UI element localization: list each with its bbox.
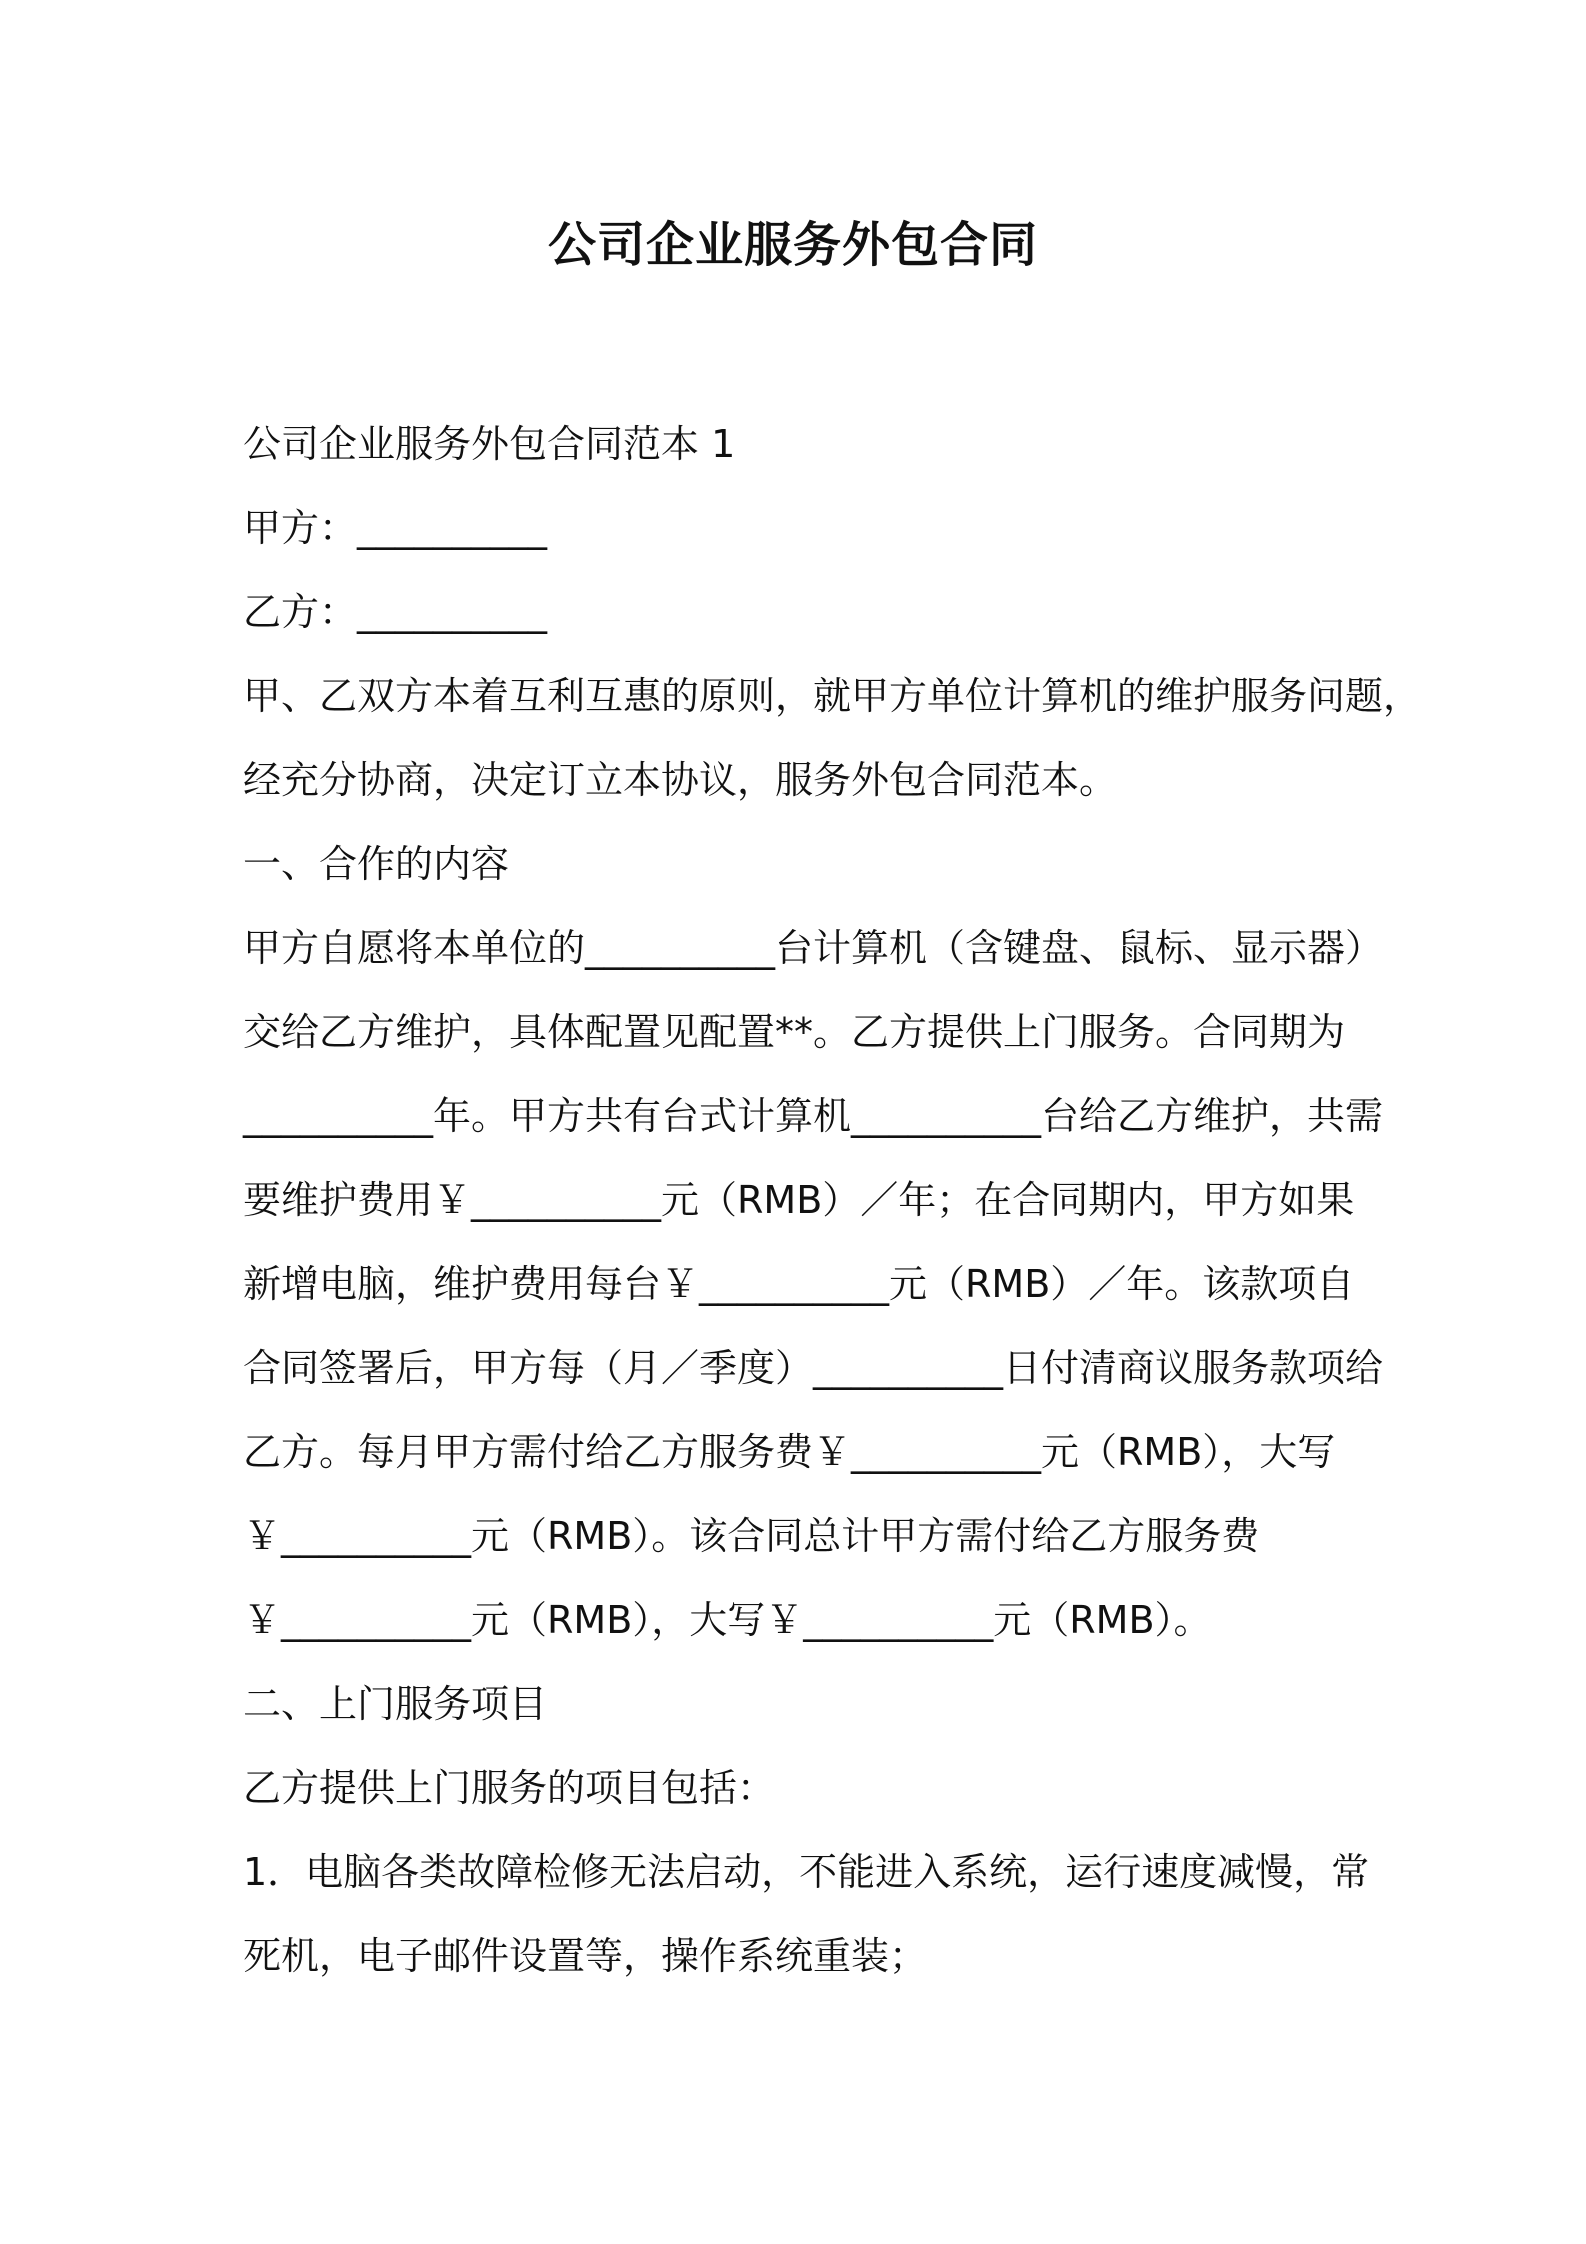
paragraph-line: 合同签署后，甲方每（月／季度）__________日付清商议服务款项给 <box>243 1346 1384 1390</box>
section-heading: 二、上门服务项目 <box>243 1682 548 1726</box>
paragraph-line: ￥__________元（RMB），大写￥__________元（RMB）。 <box>243 1598 1212 1642</box>
section-heading: 一、合作的内容 <box>243 842 510 886</box>
paragraph-line: __________年。甲方共有台式计算机__________台给乙方维护，共需 <box>243 1094 1384 1138</box>
paragraph-line: 乙方提供上门服务的项目包括： <box>243 1766 776 1810</box>
paragraph-line: 乙方。每月甲方需付给乙方服务费￥__________元（RMB），大写 <box>243 1430 1336 1474</box>
paragraph-line: 甲方自愿将本单位的__________台计算机（含键盘、鼠标、显示器） <box>243 926 1384 970</box>
document-title: 公司企业服务外包合同 <box>547 217 1038 273</box>
paragraph-line: 要维护费用￥__________元（RMB）／年；在合同期内，甲方如果 <box>243 1178 1355 1222</box>
party-a-line: 甲方：__________ <box>243 506 548 550</box>
paragraph-line: 交给乙方维护，具体配置见配置**。乙方提供上门服务。合同期为 <box>243 1010 1346 1054</box>
paragraph-line: 甲、乙双方本着互利互惠的原则，就甲方单位计算机的维护服务问题， <box>243 674 1422 718</box>
paragraph-line: 新增电脑，维护费用每台￥__________元（RMB）／年。该款项自 <box>243 1262 1355 1306</box>
subtitle-line: 公司企业服务外包合同范本 1 <box>243 422 736 466</box>
list-item-line: 死机，电子邮件设置等，操作系统重装； <box>243 1934 928 1978</box>
paragraph-line: ￥__________元（RMB）。该合同总计甲方需付给乙方服务费 <box>243 1514 1260 1558</box>
list-item-line: 1．电脑各类故障检修无法启动，不能进入系统，运行速度减慢，常 <box>243 1850 1370 1894</box>
document-body <box>243 402 1422 1998</box>
party-b-line: 乙方：__________ <box>243 590 548 634</box>
paragraph-line: 经充分协商，决定订立本协议，服务外包合同范本。 <box>243 758 1118 802</box>
